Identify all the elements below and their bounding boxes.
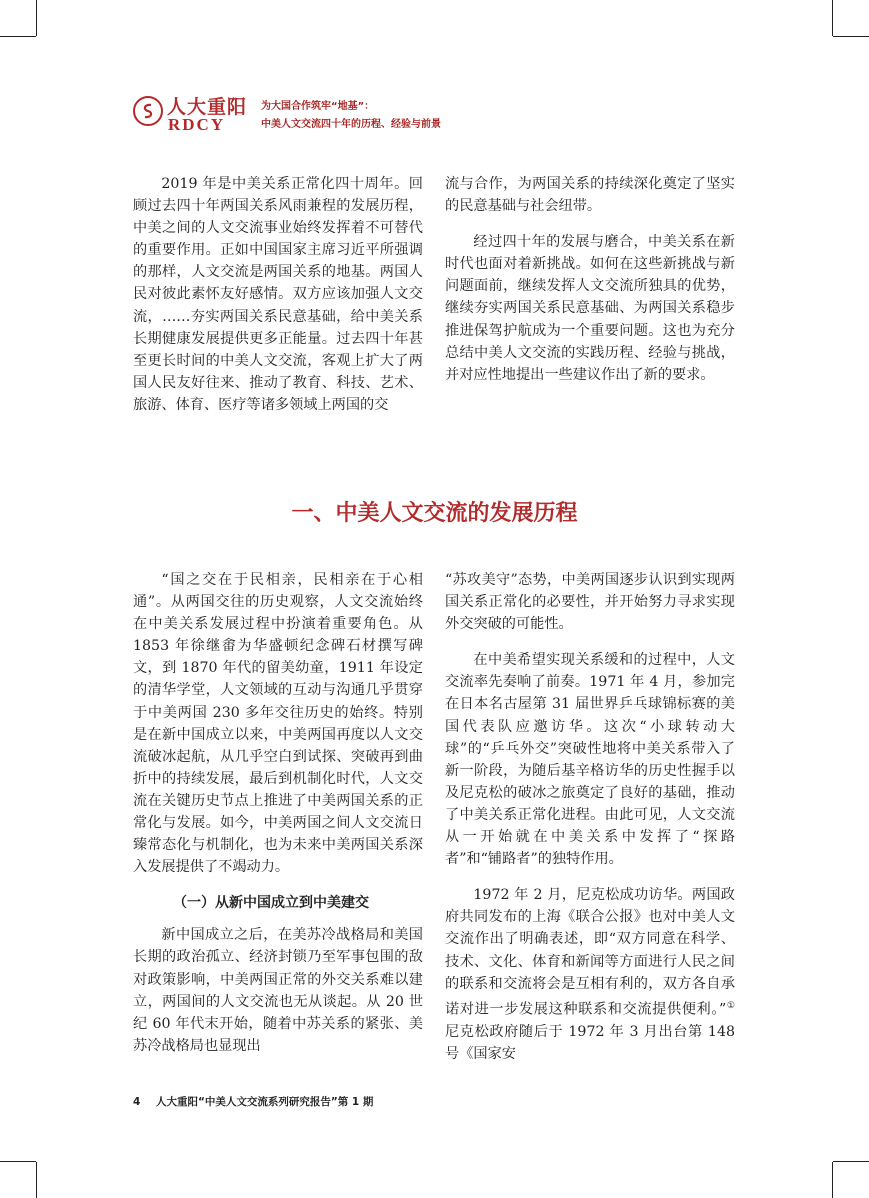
crop-mark-top-left-h [0, 36, 36, 37]
paragraph-text: 1972 年 2 月，尼克松成功访华。两国政府共同发布的上海《联合公报》也对中美人文交流作出了明确表述，即“双方同意在科学、技术、文化、体育和新闻等方面进行人民之间的联系和交流将会是互相有利的，双方各自承诺对进一步发展这种联系和交流提供便利。” [445, 887, 735, 1018]
logo-chinese-text: 人大重阳 [167, 96, 248, 118]
intro-right-column [445, 173, 735, 400]
paragraph-text-tail: 尼克松政府随后于 1972 年 3 月出台第 148 号《国家安 [445, 1023, 735, 1062]
footnote-marker[interactable]: ① [726, 1000, 735, 1011]
subsection-heading: （一）从新中国成立到中美建交 [173, 895, 369, 912]
crop-mark-bottom-left [36, 1162, 37, 1198]
page-number: 4 [133, 1096, 141, 1108]
body-paragraph: 在中美希望实现关系缓和的过程中，人文交流率先奏响了前奏。1971 年 4 月，参加完在日本名古屋第 31 届世界乒乓球锦标赛的美国代表队应邀访华。这次“小球转动大球”的“乒乓外交”突破性地将中美关系带入了新一阶段，为随后基辛格访华的历史性握手以及尼克松的破冰之旅奠定了良好的基础，推动了中美关系正常化进程。由此可见，人文交流从一开始就在中美关系中发挥了“探路者”和“铺路者”的独特作用。 [445, 652, 735, 868]
crop-mark-bottom-right-h [833, 1161, 869, 1162]
intro-paragraph-continued: 流与合作，为两国关系的持续深化奠定了坚实的民意基础与社会纽带。 [445, 176, 735, 215]
body-paragraph: “国之交在于民相亲，民相亲在于心相通”。从两国交往的历史观察，人文交流始终在中美关系发展过程中扮演着重要角色。从 1853 年徐继畬为华盛顿纪念碑石材撰写碑文，到 1870 年代的留美幼童，1911 年设定的清华学堂，人文领域的互动与沟通几乎贯穿于中美两国 230 多年交往历史的始终。特别是在新中国成立以来，中美两国再度以人文交流破冰起航，从几乎空白到试探、突破再到曲折中的持续发展，最后到机制化时代，人文交流在关键历史节点上推进了中美两国关系的正常化与发展。如今，中美两国之间人文交流日臻常态化与机制化，也为未来中美两国关系深入发展提供了不竭动力。 [133, 572, 423, 876]
section-title: 一、中美人文交流的发展历程 [291, 501, 578, 526]
section-right-column [445, 569, 735, 1079]
crop-mark-bottom-right [832, 1162, 833, 1198]
body-paragraph: 新中国成立之后，在美苏冷战格局和美国长期的政治孤立、经济封锁乃至军事包围的敌对政策影响，中美两国正常的外交关系难以建立，两国间的人文交流也无从谈起。从 20 世纪 60 年代末开始，随着中苏关系的紧张、美苏冷战格局也显现出 [133, 927, 423, 1054]
header-title: 为大国合作筑牢“地基”： [261, 101, 375, 112]
header-subtitle: 中美人文交流四十年的历程、经验与前景 [261, 119, 441, 130]
intro-paragraph: 2019 年是中美关系正常化四十周年。回顾过去四十年两国关系风雨兼程的发展历程，中美之间的人文交流事业始终发挥着不可替代的重要作用。正如中国国家主席习近平所强调的那样，人文交流是两国关系的地基。两国人民对彼此素怀友好感情。双方应该加强人文交流，……夯实两国关系民意基础，给中美关系长期健康发展提供更多正能量。过去四十年甚至更长时间的中美人文交流，客观上扩大了两国人民友好往来、推动了教育、科技、艺术、旅游、体育、医疗等诸多领域上两国的交 [133, 176, 423, 413]
crop-mark-top-left [36, 0, 37, 36]
crop-mark-top-right-h [833, 36, 869, 37]
rdcy-logo-icon [133, 96, 163, 126]
page-footer [133, 1094, 373, 1109]
section-left-column [133, 569, 423, 1071]
logo-english-text: RDCY [168, 115, 226, 134]
crop-mark-top-right [832, 0, 833, 36]
crop-mark-bottom-left-h [0, 1161, 36, 1162]
intro-left-column [133, 173, 423, 430]
body-paragraph [445, 884, 735, 1064]
footer-text: 人大重阳“中美人文交流系列研究报告”第 1 期 [155, 1096, 374, 1108]
page-header [133, 92, 733, 134]
intro-paragraph: 经过四十年的发展与磨合，中美关系在新时代也面对着新挑战。如何在这些新挑战与新问题面前，继续发挥人文交流所独具的优势，继续夯实两国关系民意基础、为两国关系稳步推进保驾护航成为一个重要问题。这也为充分总结中美人文交流的实践历程、经验与挑战，并对应性地提出一些建议作出了新的要求。 [445, 234, 735, 383]
body-paragraph-continued: “苏攻美守”态势，中美两国逐步认识到实现两国关系正常化的必要性，并开始努力寻求实现外交突破的可能性。 [445, 572, 735, 633]
